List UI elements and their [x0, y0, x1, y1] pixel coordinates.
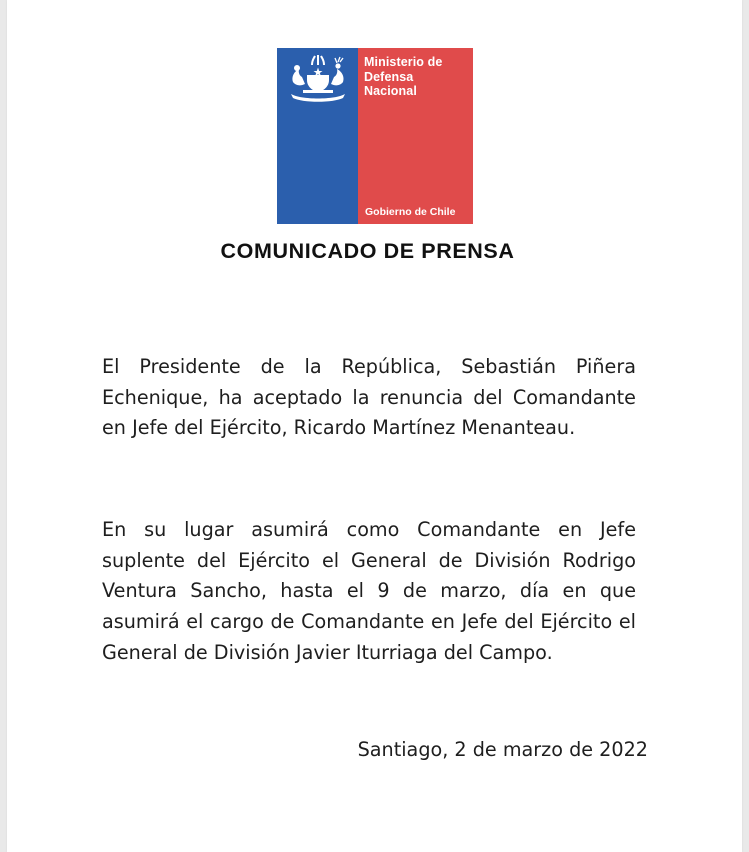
paragraph-resignation: El Presidente de la República, Sebastián Piñera Echenique, ha aceptado la renuncia del Comandante en Jefe del Ejército, Ricardo Martínez Menanteau. [102, 355, 636, 440]
logo-ministry-name: Ministerio de Defensa Nacional [364, 55, 443, 98]
chile-coat-of-arms-icon [283, 54, 353, 104]
ministry-logo [277, 48, 473, 224]
logo-government-label: Gobierno de Chile [365, 206, 456, 218]
paragraph-replacement: En su lugar asumirá como Comandante en Jefe suplente del Ejército el General de División Rodrigo Ventura Sancho, hasta el 9 de marzo, día en que asumirá el cargo de Comandante en Jefe del Ejército el General de División Javier Iturriaga del Campo. [102, 518, 636, 664]
page-title: COMUNICADO DE PRENSA [220, 239, 515, 263]
place-date: Santiago, 2 de marzo de 2022 [357, 738, 648, 761]
